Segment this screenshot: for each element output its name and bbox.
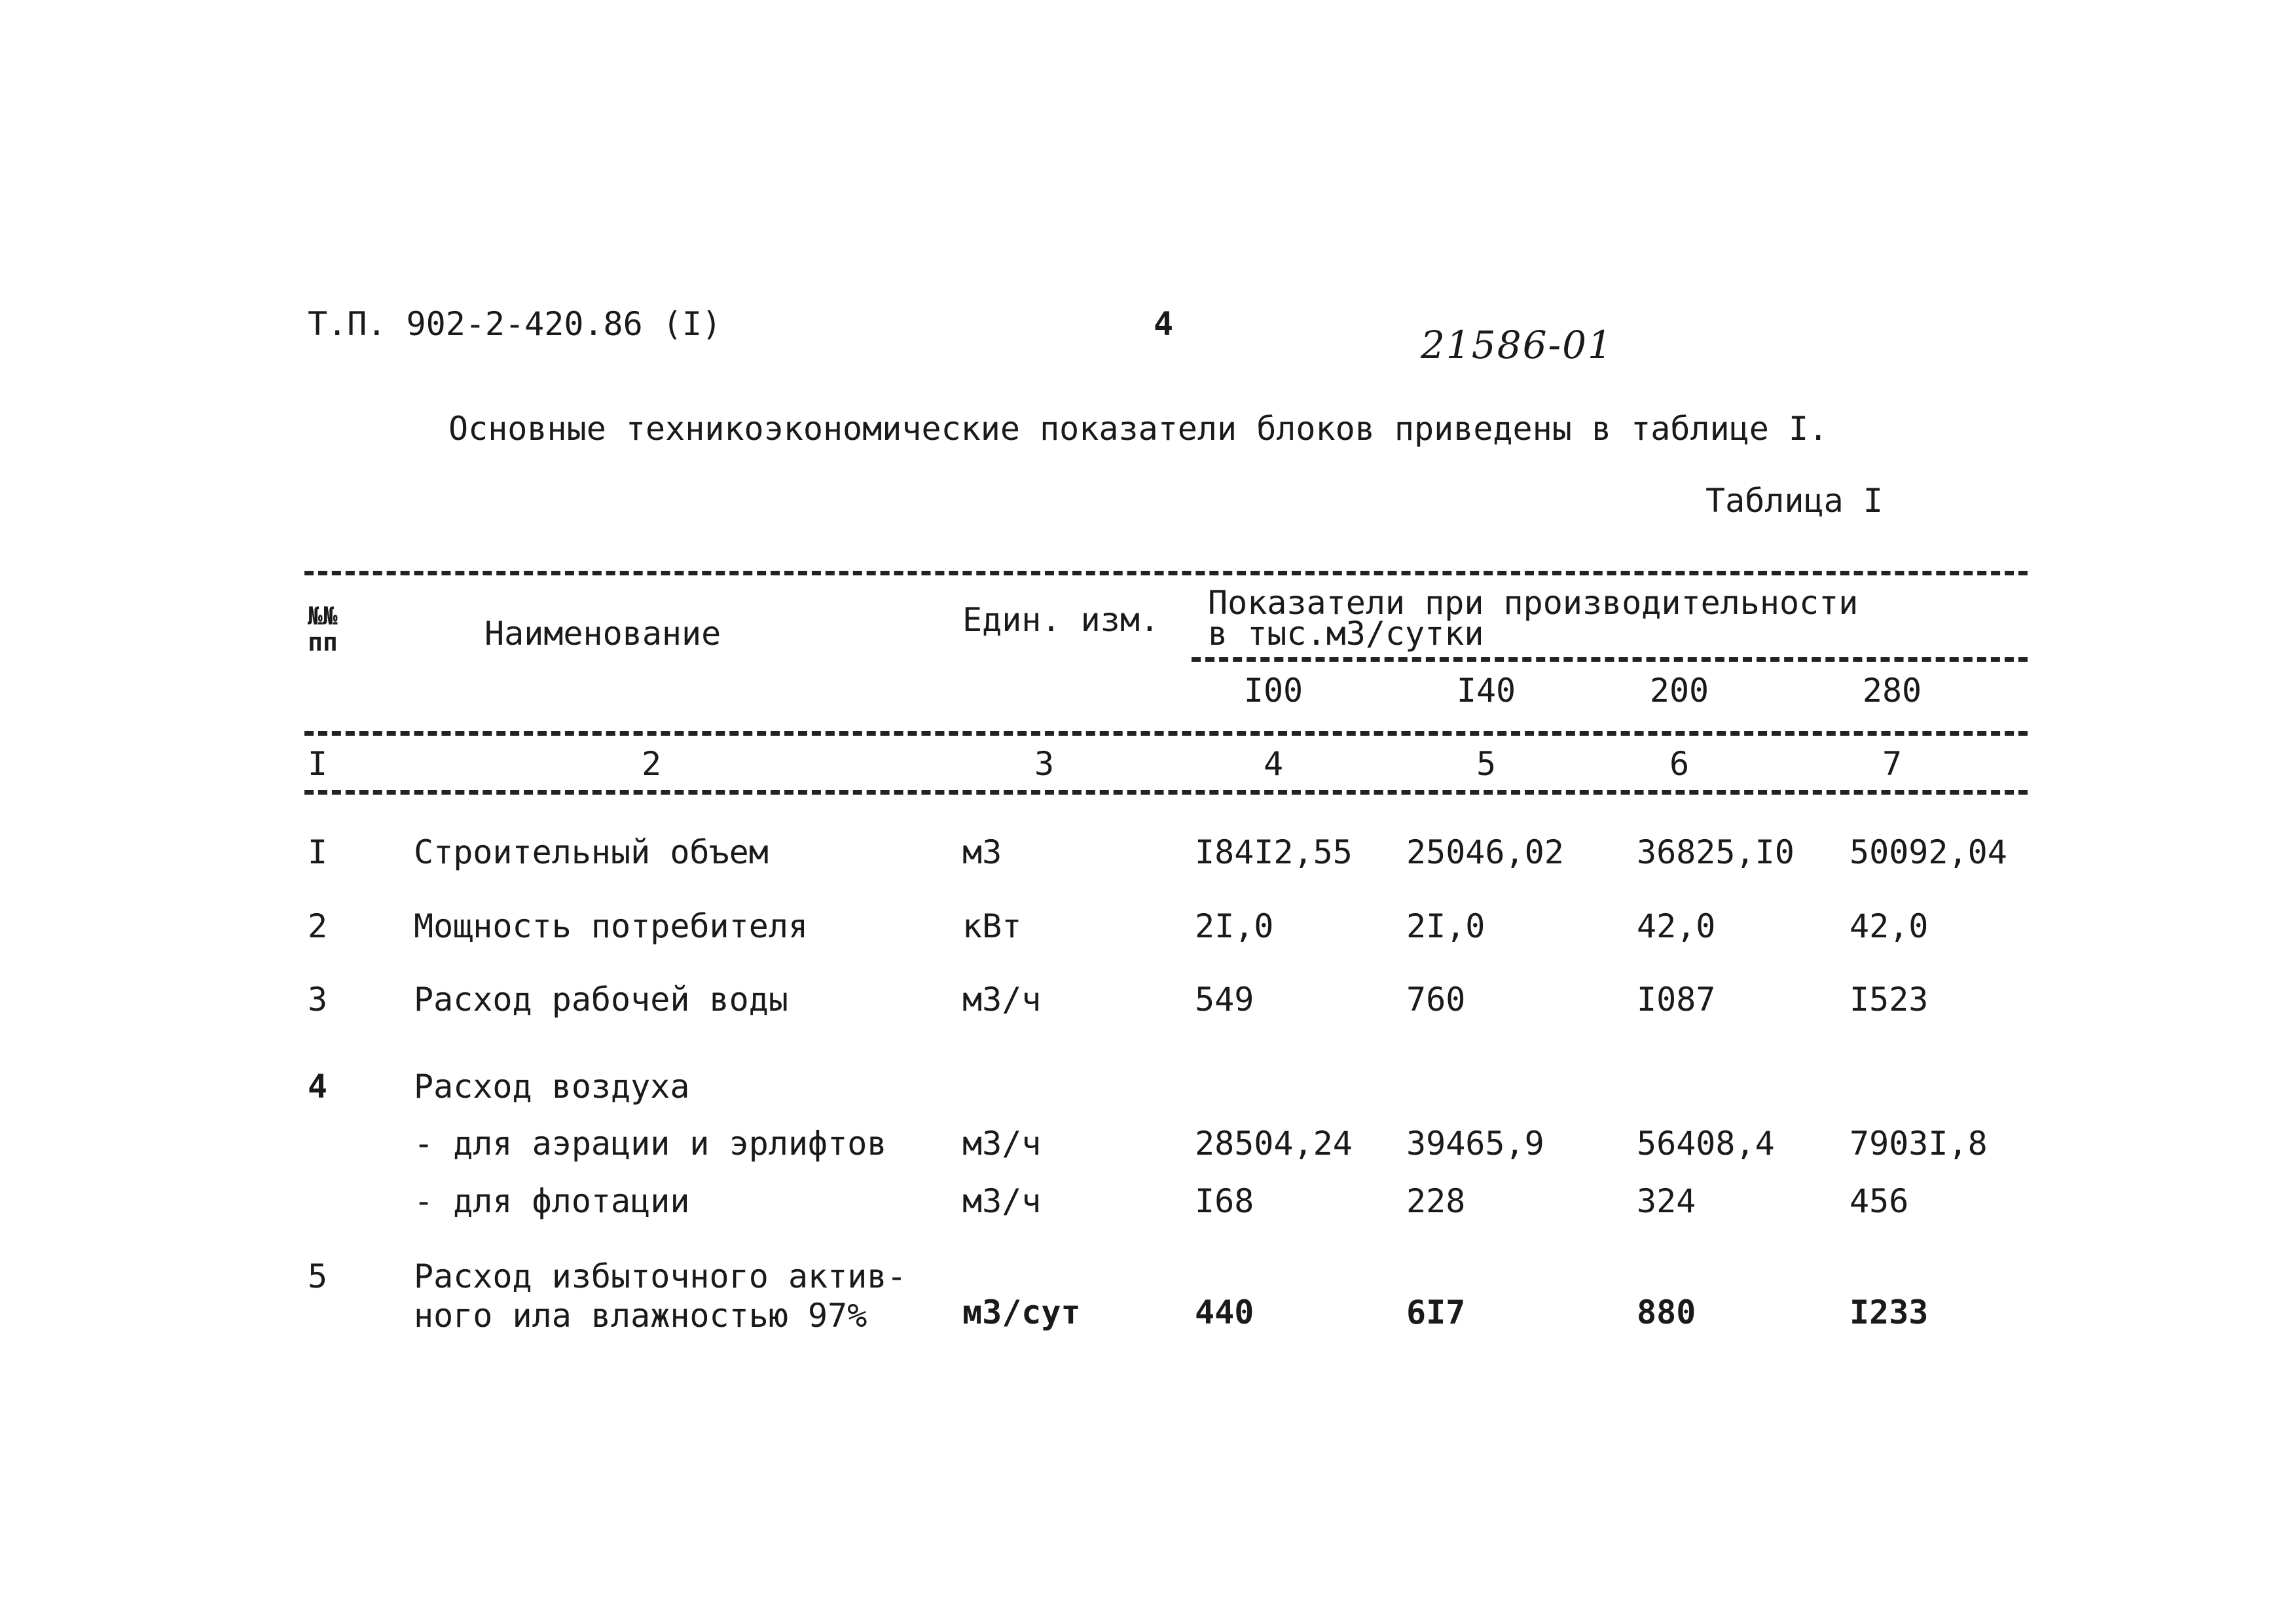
header-capacity-2: I40 [1456,672,1516,710]
column-number-5: 5 [1476,745,1497,783]
column-number-7: 7 [1882,745,1903,783]
row-number: I [308,833,328,871]
row-value-100: 28504,24 [1195,1125,1353,1163]
row-name-continuation: ного ила влажностью 97% [414,1297,867,1335]
header-capacity-3: 200 [1649,672,1709,710]
row-value-200: 42,0 [1637,907,1716,945]
header-name: Наименование [484,615,721,653]
column-number-3: 3 [1034,745,1055,783]
column-number-6: 6 [1669,745,1690,783]
row-value-200: 324 [1637,1182,1696,1220]
row-unit: м3/ч [962,1182,1042,1220]
header-indicators-line1: Показатели при производительности [1208,584,1859,622]
row-value-140: 2I,0 [1406,907,1485,945]
header-capacity-4: 280 [1862,672,1922,710]
row-name: Расход избыточного актив- [414,1257,907,1295]
row-value-280: I523 [1850,981,1929,1019]
page-number: 4 [1154,305,1174,343]
row-value-140: 25046,02 [1406,833,1564,871]
row-number: 4 [308,1068,328,1106]
header-capacity-1: I00 [1243,672,1303,710]
row-number: 2 [308,907,328,945]
row-name: - для аэрации и эрлифтов [414,1125,887,1163]
row-value-280: 42,0 [1850,907,1929,945]
row-name: Расход рабочей воды [414,981,788,1019]
row-name: Строительный объем [414,833,769,871]
column-number-rule [304,790,2028,795]
row-value-200: I087 [1637,981,1716,1019]
row-name: Мощность потребителя [414,907,809,945]
row-value-280: 456 [1850,1182,1909,1220]
column-number-2: 2 [641,745,662,783]
row-value-280: 50092,04 [1850,833,2007,871]
row-value-140: 39465,9 [1406,1125,1544,1163]
row-unit: кВт [962,907,1022,945]
column-number-4: 4 [1263,745,1284,783]
header-unit: Един. изм. [962,601,1160,639]
row-value-200: 880 [1637,1293,1696,1331]
table-title: Таблица I [1705,482,1883,520]
row-value-100: I68 [1195,1182,1254,1220]
row-value-200: 56408,4 [1637,1125,1775,1163]
row-unit: м3/ч [962,1125,1042,1163]
header-row-number: №№ пп [308,602,338,657]
handwritten-archive-number: 21586-01 [1421,323,1613,367]
row-name: Расход воздуха [414,1068,690,1106]
row-value-140: 6I7 [1406,1293,1466,1331]
row-number: 3 [308,981,328,1019]
column-number-1: I [308,745,328,783]
row-value-100: 549 [1195,981,1254,1019]
row-value-280: 7903I,8 [1850,1125,1988,1163]
row-value-100: 2I,0 [1195,907,1274,945]
header-indicators-line2: в тыс.м3/сутки [1208,615,1484,653]
header-subrule [1192,657,2028,662]
header-bottom-rule [304,731,2028,736]
table-top-rule [304,571,2028,575]
row-value-140: 760 [1406,981,1466,1019]
row-value-140: 228 [1406,1182,1466,1220]
row-value-280: I233 [1850,1293,1929,1331]
document-code: Т.П. 902-2-420.86 (I) [308,305,722,343]
row-value-100: 440 [1195,1293,1254,1331]
row-value-100: I84I2,55 [1195,833,1353,871]
row-number: 5 [308,1257,328,1295]
row-unit: м3 [962,833,1002,871]
row-unit: м3/сут [962,1293,1081,1331]
row-value-200: 36825,I0 [1637,833,1795,871]
row-unit: м3/ч [962,981,1042,1019]
row-name: - для флотации [414,1182,690,1220]
intro-text: Основные техникоэкономические показатели блоков приведены в таблице I. [448,410,1829,448]
